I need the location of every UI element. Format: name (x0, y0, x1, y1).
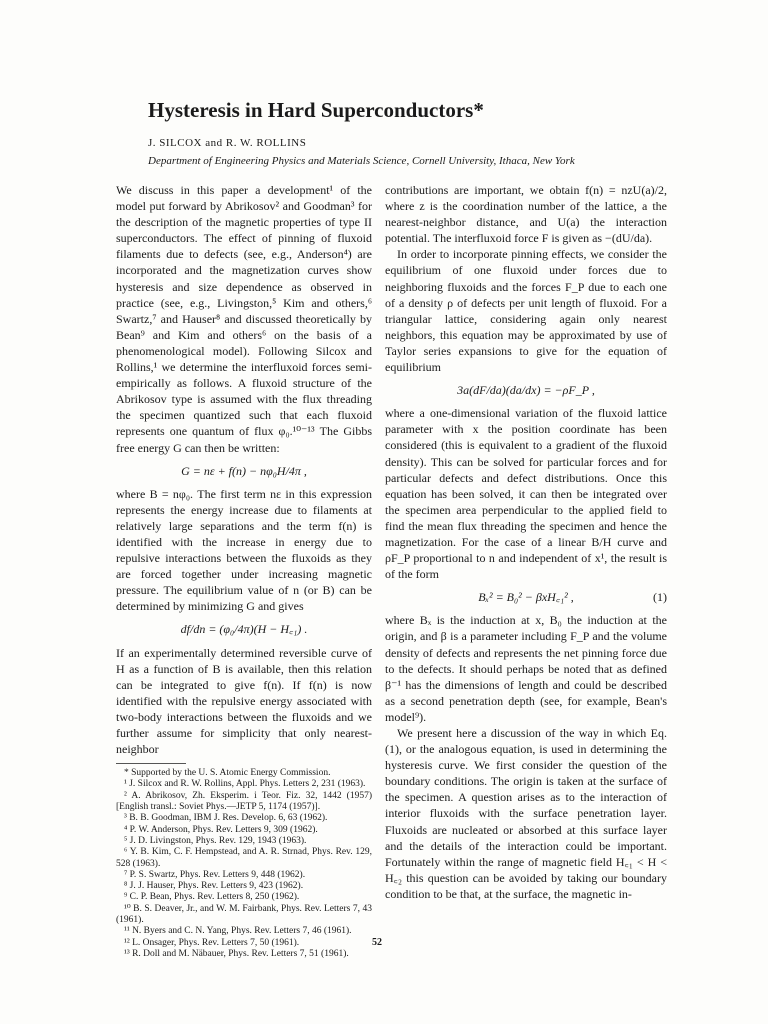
footnote: ¹² L. Onsager, Phys. Rev. Letters 7, 50 (1961). (124, 937, 300, 948)
equation-number: (1) (653, 590, 667, 605)
authors: J. SILCOX and R. W. ROLLINS (148, 137, 307, 149)
paragraph: where a one-dimensional variation of the fluxoid lattice parameter with x the position coordinate has been considered (this is equivalent to a gradient of the fluxoid density). This can be solved for particular forces and for particular defects and defect distributions. Once this equation has been solved, it can then be integrated over the specimen area perpendicular to the applied field to find the mean flux threading the specimen and hence the magnetization. For the case of a linear B/H curve and ρF_P proportional to n and independent of x¹, the result is of the form (385, 406, 667, 582)
equation-gibbs: G = nε + f(n) − nφ₀H/4π , (181, 463, 307, 478)
paragraph: We present here a discussion of the way in which Eq. (1), or the analogous equation, is used in determining the hysteresis curve. We first consider the question of the boundary conditions. The origin is taken at the surface of the specimen. A question arises as to the interaction of interior fluxoids with the surface penetration layer. Fluxoids are nucleated or absorbed at this surface layer and the details of the interaction could be important. Fortunately within the range of magnetic field H꜀₁ < H < H꜀₂ this question can be avoided by taking our boundary condition to be that, at the surface, the magnetic in- (385, 726, 667, 901)
footnote: ³ B. B. Goodman, IBM J. Res. Develop. 6, 63 (1962). (124, 813, 328, 824)
footnote: ¹ J. Silcox and R. W. Rollins, Appl. Phys. Letters 2, 231 (1963). (124, 779, 366, 790)
paragraph: We discuss in this paper a development¹ of the model put forward by Abrikosov² and Goodman³ for the description of the magnetic properties of type II superconductors. The effect of pinning of fluxoid filaments due to defects (see, e.g., Anderson⁴) are incorporated and the magnetization curves show hysteresis and size dependence as observed in practice (see, e.g., Livingston,⁵ Kim and others,⁶ Swartz,⁷ and Hauser⁸ and discussed theoretically by Bean⁹ and Kim and others⁶ on the basis of a phenomenological model). Following Silcox and Rollins,¹ we determine the interfluxoid forces semi-empirically as follows. A fluxoid structure of the Abrikosov type is assumed with the flux threading the specimen quantized such that each fluxoid represents one quantum of flux φ₀.¹⁰⁻¹³ The Gibbs free energy G can then be written: (116, 183, 372, 455)
paragraph: If an experimentally determined reversible curve of H as a function of B is available, then this relation can be integrated to give f(n). If f(n) is now identified with the repulsive energy associated with two-body interactions between the fluxoids and we further assume for simplicity that only nearest-neighbor (116, 645, 372, 757)
footnote: ⁴ P. W. Anderson, Phys. Rev. Letters 9, 309 (1962). (124, 824, 318, 835)
footnote-divider (116, 763, 186, 764)
footnote: ⁷ P. S. Swartz, Phys. Rev. Letters 9, 448 (1962). (124, 869, 306, 880)
footnote: ¹⁰ B. S. Deaver, Jr., and W. M. Fairbank, Phys. Rev. Letters 7, 43 (1961). (116, 903, 372, 926)
footnote: ⁵ J. D. Livingston, Phys. Rev. 129, 1943 (1963). (124, 835, 307, 846)
paragraph: In order to incorporate pinning effects, we consider the equilibrium of one fluxoid under forces due to neighboring fluxoids and the forces F_P due to each one of a density ρ of defects per unit length of fluxoid. For a triangular lattice, considering again only nearest neighbors, this equation may be approximated by use of Taylor series expansions to give for the equation of equilibrium (385, 247, 667, 375)
left-column (116, 182, 372, 960)
equation-1-body: Bₓ² = B₀² − βxH꜀₁² , (478, 590, 574, 605)
right-column (385, 182, 667, 902)
footnote: ⁸ J. J. Hauser, Phys. Rev. Letters 9, 423 (1962). (124, 881, 304, 892)
footnote: * Supported by the U. S. Atomic Energy Commission. (124, 768, 331, 779)
footnote: ⁶ Y. B. Kim, C. F. Hempstead, and A. R. Strnad, Phys. Rev. 129, 528 (1963). (116, 847, 372, 869)
page-number: 52 (372, 937, 382, 948)
paragraph: where Bₓ is the induction at x, B₀ the induction at the origin, and β is a parameter including F_P and the volume density of defects and represents the net pinning force due to the defects. It should perhaps be noted that as defined β⁻¹ has the dimensions of length and could be described as a second penetration depth (see, for example, Bean's model⁹). (385, 613, 667, 724)
footnote: ¹¹ N. Byers and C. N. Yang, Phys. Rev. Letters 7, 46 (1961). (124, 926, 352, 937)
affiliation: Department of Engineering Physics and Materials Science, Cornell University, Ithaca, New York (148, 155, 575, 167)
footnote: ⁹ C. P. Bean, Phys. Rev. Letters 8, 250 (1962). (124, 892, 300, 903)
equation-equilibrium: 3a(dF/da)(da/dx) = −ρF_P , (457, 383, 595, 398)
footnote: ² A. Abrikosov, Zh. Eksperim. i Teor. Fiz. 32, 1442 (1957) [English transl.: Soviet Phys.—JETP 5, 1174 (1957)]. (116, 790, 372, 813)
paragraph: contributions are important, we obtain f(n) = nzU(a)/2, where z is the coordination number of the lattice, a the nearest-neighbor distance, and U(a) the interaction potential. The interfluxoid force F is given as −(dU/da). (385, 183, 667, 246)
equation-minimization: df/dn = (φ₀/4π)(H − H꜀₁) . (180, 622, 308, 637)
equation-1 (385, 589, 667, 605)
footnote: ¹³ R. Doll and M. Näbauer, Phys. Rev. Letters 7, 51 (1961). (124, 948, 349, 959)
footnotes (116, 768, 372, 960)
article-title: Hysteresis in Hard Superconductors* (148, 98, 484, 122)
paragraph: where B = nφ₀. The first term nε in this expression represents the energy increase due to filaments at relatively large separations and the term f(n) is identified with the increase in energy due to repulsive interactions between the fluxoids as they are forced together under increasing magnetic pressure. The equilibrium value of n (or B) can be determined by minimizing G and gives (116, 486, 372, 614)
